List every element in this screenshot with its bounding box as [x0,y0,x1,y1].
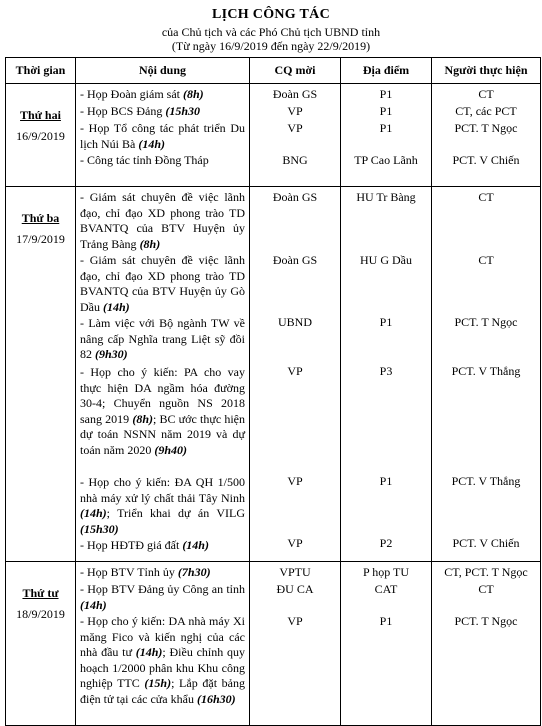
agenda-time: (7h30) [177,565,211,579]
person-value: PCT. V Thắng [451,364,521,378]
agenda-item [80,121,245,152]
day-name: Thứ tư [22,586,59,600]
location-value: HU G Dầu [360,253,412,267]
day-cell [6,187,76,562]
agenda-time: (14h) [135,645,163,659]
inviter-value: VP [287,364,303,378]
agenda-time: (15h) [144,676,172,690]
agenda-item [80,316,245,364]
content-cell [76,562,250,726]
date-range: (Từ ngày 16/9/2019 đến ngày 22/9/2019) [171,39,371,53]
inviter-value: Đoàn GS [272,253,318,267]
agenda-text: ; Điều chỉnh quy hoạch 1/2000 phân khu Khu công nghiệp TTC [80,645,245,690]
inviter-value: VPTU [279,565,311,579]
location-value: P1 [379,315,393,329]
agenda-text: - Công tác tỉnh Đồng Tháp [80,153,209,167]
agenda-time: (15h30) [80,521,119,536]
col-header-person: Người thực hiện [432,58,541,84]
agenda-item [80,104,245,120]
person-value: CT, các PCT [455,104,517,118]
agenda-time: (9h30) [95,347,128,361]
agenda-item [80,538,245,560]
inviter-value: VP [287,536,303,550]
inviter-value: VP [287,614,303,628]
person-value: CT [478,87,494,101]
col-header-location: Địa điểm [341,58,432,84]
page-subtitle: của Chủ tịch và các Phó Chủ tịch UBND tỉnh [161,25,381,39]
location-value: P1 [379,121,393,135]
location-value: P1 [379,87,393,101]
person-value: PCT. V Thắng [451,474,521,488]
table-row [6,562,541,726]
agenda-time: (14h) [103,299,130,314]
schedule-table [5,57,541,726]
location-value: P2 [379,536,393,550]
inviter-value: UBND [277,315,312,329]
agenda-text: - Họp BCS Đảng [80,104,166,118]
agenda-time: (8h) [132,411,153,426]
location-cell [341,84,432,187]
table-header-row [6,58,541,84]
person-value: CT [478,253,494,267]
col-header-time: Thời gian [6,58,76,84]
agenda-text: - Giám sát chuyên đề việc lãnh đạo, chỉ đạo XD phong trào TD BVANTQ của BTV Huyện ủy Gò Dầu [80,253,245,314]
inviter-value: VP [287,104,303,118]
inviter-value: BNG [282,153,308,167]
agenda-item [80,190,245,252]
agenda-text: - Làm việc với Bộ ngành TW về nâng cấp Nghĩa trang Liệt sỹ đồi 82 [80,316,245,361]
day-date: 18/9/2019 [16,607,65,621]
agenda-time: (14h) [80,597,107,612]
table-row [6,187,541,562]
agenda-text: - Họp BTV Đảng ủy Công an tỉnh [80,582,245,596]
location-cell [341,562,432,726]
location-value: CAT [374,582,398,596]
content-cell [76,187,250,562]
inviter-value: VP [287,121,303,135]
agenda-time: (14h) [138,136,165,151]
person-value: CT [478,190,494,204]
person-cell [432,187,541,562]
day-cell [6,562,76,726]
agenda-text: - Họp cho ý kiến: ĐA QH 1/500 nhà máy xử lý chất thải Tây Ninh [80,475,245,505]
day-date: 16/9/2019 [16,129,65,143]
person-value: PCT. T Ngọc [454,121,518,135]
agenda-text: ; BC ước thực hiện dự toán NSNN năm 2019 và dự toán năm 2020 [80,411,245,457]
agenda-time: (16h30) [196,691,236,706]
agenda-text: - Giám sát chuyên đề việc lãnh đạo, chỉ đạo XD phong trào TD BVANTQ của BTV Huyện ủy Trảng Bàng [80,190,245,251]
agenda-time: (9h40) [154,442,187,457]
agenda-text: ; Lắp đặt bảng điện tử tại các cửa khẩu [80,676,245,706]
agenda-text: - Họp Đoàn giám sát [80,87,183,101]
inviter-cell [250,187,341,562]
inviter-value: Đoàn GS [272,190,318,204]
agenda-text: ; Triển khai dự án VILG [106,506,245,520]
agenda-item [80,475,245,537]
agenda-time: (14h) [182,538,209,552]
inviter-cell [250,562,341,726]
agenda-item [80,565,245,581]
agenda-item [80,365,245,474]
agenda-time: (14h) [80,506,107,520]
person-cell [432,562,541,726]
agenda-text: - Họp cho ý kiến: PA cho vay thực hiện DA ngầm hóa đường 30-4; Chuyển nguồn NS 2018 sang 2019 [80,365,245,426]
person-value: PCT. V Chiến [452,153,520,167]
day-name: Thứ ba [21,211,60,225]
inviter-value: VP [287,474,303,488]
location-value: TP Cao Lãnh [354,153,418,167]
agenda-item [80,253,245,315]
agenda-time: (15h30 [165,104,201,118]
person-value: PCT. T Ngọc [454,315,518,329]
agenda-item [80,153,245,175]
agenda-text: - Họp cho ý kiến: DA nhà máy Xi măng Fico và kiến nghị của các nhà đầu tư [80,614,245,659]
agenda-text: - Họp BTV Tỉnh ủy [80,565,178,579]
person-value: PCT. V Chiến [452,536,520,550]
agenda-time: (8h) [139,236,161,251]
page-title: LỊCH CÔNG TÁC [212,7,330,22]
day-date: 17/9/2019 [16,232,65,246]
agenda-item [80,582,245,613]
content-cell [76,84,250,187]
agenda-text: - Họp Tổ công tác phát triển Du lịch Núi Bà [80,121,245,151]
location-value: P3 [379,364,393,378]
agenda-item [80,614,245,724]
table-row [6,84,541,187]
col-header-inviter: CQ mời [250,58,341,84]
agenda-time: (8h) [182,87,204,101]
inviter-value: Đoàn GS [272,87,318,101]
agenda-text: - Họp HĐTĐ giá đất [80,538,183,552]
agenda-item [80,87,245,103]
location-cell [341,187,432,562]
day-cell [6,84,76,187]
day-name: Thứ hai [20,108,61,122]
inviter-value: ĐU CA [276,582,314,596]
location-value: P họp TU [362,565,409,579]
person-value: CT [478,582,494,596]
inviter-cell [250,84,341,187]
person-value: CT, PCT. T Ngọc [444,565,528,579]
location-value: HU Tr Bàng [356,190,416,204]
col-header-content: Nội dung [76,58,250,84]
location-value: P1 [379,104,393,118]
person-value: PCT. T Ngọc [454,614,518,628]
location-value: P1 [379,614,393,628]
person-cell [432,84,541,187]
location-value: P1 [379,474,393,488]
